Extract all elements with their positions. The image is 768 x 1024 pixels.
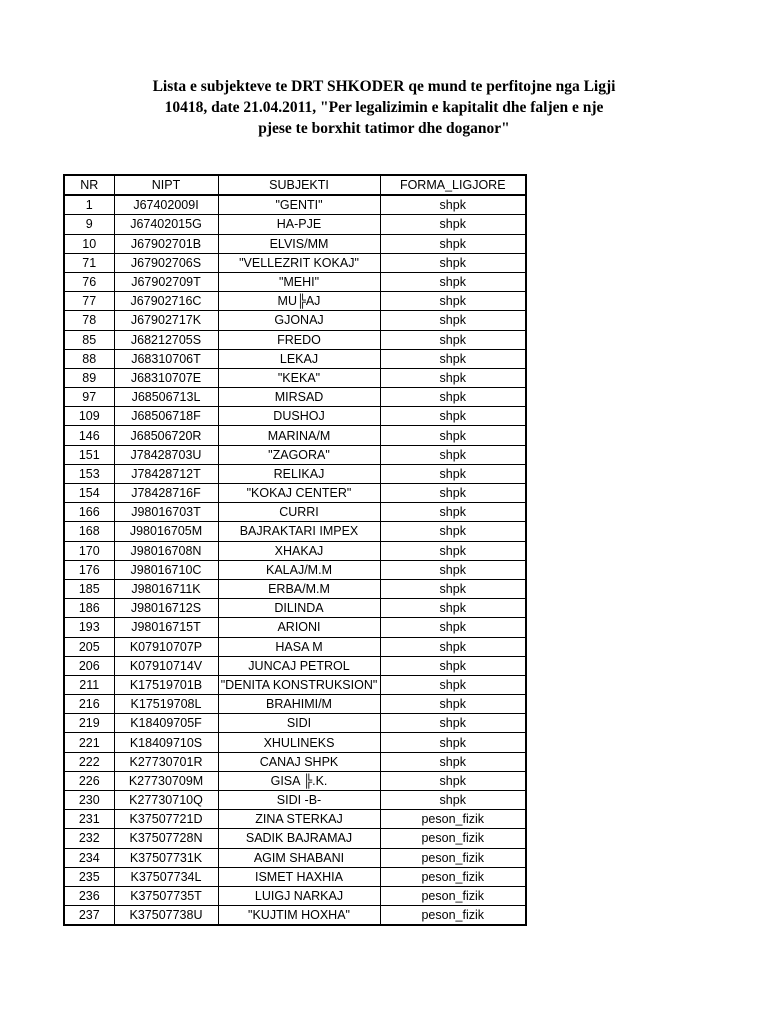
- cell-forma-ligjore: shpk: [380, 752, 526, 771]
- cell-forma-ligjore: shpk: [380, 292, 526, 311]
- cell-nipt: K18409705F: [114, 714, 218, 733]
- cell-nipt: J67902706S: [114, 253, 218, 272]
- cell-forma-ligjore: shpk: [380, 771, 526, 790]
- cell-subjekti: "KEKA": [218, 368, 380, 387]
- table-row: [64, 330, 526, 349]
- cell-nr: 234: [64, 848, 114, 867]
- cell-nipt: J98016708N: [114, 541, 218, 560]
- cell-nr: 231: [64, 810, 114, 829]
- cell-subjekti: "KOKAJ CENTER": [218, 484, 380, 503]
- table-row: [64, 579, 526, 598]
- table-row: [64, 272, 526, 291]
- table-row: [64, 733, 526, 752]
- table-row: [64, 195, 526, 215]
- cell-subjekti: "ZAGORA": [218, 445, 380, 464]
- cell-nipt: J68506720R: [114, 426, 218, 445]
- cell-forma-ligjore: shpk: [380, 234, 526, 253]
- cell-nipt: J68506713L: [114, 388, 218, 407]
- cell-subjekti: ERBA/M.M: [218, 579, 380, 598]
- cell-nr: 230: [64, 791, 114, 810]
- cell-nipt: K18409710S: [114, 733, 218, 752]
- cell-subjekti: RELIKAJ: [218, 464, 380, 483]
- cell-nipt: J67902701B: [114, 234, 218, 253]
- cell-nr: 89: [64, 368, 114, 387]
- cell-nr: 154: [64, 484, 114, 503]
- cell-forma-ligjore: shpk: [380, 253, 526, 272]
- cell-subjekti: JUNCAJ PETROL: [218, 656, 380, 675]
- cell-subjekti: DUSHOJ: [218, 407, 380, 426]
- cell-subjekti: ARIONI: [218, 618, 380, 637]
- cell-forma-ligjore: shpk: [380, 330, 526, 349]
- cell-nr: 9: [64, 215, 114, 234]
- cell-forma-ligjore: shpk: [380, 695, 526, 714]
- cell-nipt: J98016712S: [114, 599, 218, 618]
- table-row: [64, 791, 526, 810]
- cell-forma-ligjore: shpk: [380, 560, 526, 579]
- cell-subjekti: KALAJ/M.M: [218, 560, 380, 579]
- cell-forma-ligjore: shpk: [380, 195, 526, 215]
- cell-nr: 237: [64, 906, 114, 926]
- table-row: [64, 368, 526, 387]
- table-row: [64, 675, 526, 694]
- cell-subjekti: MARINA/M: [218, 426, 380, 445]
- cell-forma-ligjore: shpk: [380, 407, 526, 426]
- cell-subjekti: LUIGJ NARKAJ: [218, 886, 380, 905]
- cell-nipt: J98016703T: [114, 503, 218, 522]
- cell-forma-ligjore: shpk: [380, 637, 526, 656]
- cell-nr: 88: [64, 349, 114, 368]
- cell-nr: 222: [64, 752, 114, 771]
- cell-nipt: J78428703U: [114, 445, 218, 464]
- header-nipt: NIPT: [114, 175, 218, 195]
- cell-nr: 71: [64, 253, 114, 272]
- cell-nipt: K37507721D: [114, 810, 218, 829]
- cell-nipt: K17519708L: [114, 695, 218, 714]
- cell-nr: 77: [64, 292, 114, 311]
- cell-forma-ligjore: shpk: [380, 464, 526, 483]
- cell-nipt: J68310707E: [114, 368, 218, 387]
- cell-forma-ligjore: shpk: [380, 445, 526, 464]
- cell-nr: 232: [64, 829, 114, 848]
- cell-nr: 186: [64, 599, 114, 618]
- cell-nipt: K37507731K: [114, 848, 218, 867]
- cell-forma-ligjore: peson_fizik: [380, 810, 526, 829]
- cell-subjekti: BAJRAKTARI IMPEX: [218, 522, 380, 541]
- cell-nipt: J98016711K: [114, 579, 218, 598]
- cell-nr: 166: [64, 503, 114, 522]
- cell-nr: 206: [64, 656, 114, 675]
- cell-forma-ligjore: shpk: [380, 714, 526, 733]
- table-row: [64, 292, 526, 311]
- cell-nipt: J68506718F: [114, 407, 218, 426]
- cell-forma-ligjore: shpk: [380, 368, 526, 387]
- cell-nr: 146: [64, 426, 114, 445]
- table-row: [64, 234, 526, 253]
- cell-nr: 85: [64, 330, 114, 349]
- cell-forma-ligjore: shpk: [380, 541, 526, 560]
- cell-forma-ligjore: shpk: [380, 388, 526, 407]
- header-row: [64, 175, 526, 195]
- cell-nipt: J68212705S: [114, 330, 218, 349]
- title-line-2: 10418, date 21.04.2011, "Per legalizimin e kapitalit dhe faljen e nje: [164, 99, 604, 116]
- cell-nipt: J68310706T: [114, 349, 218, 368]
- cell-nipt: K37507738U: [114, 906, 218, 926]
- table-row: [64, 426, 526, 445]
- title-line-3: pjese te borxhit tatimor dhe doganor": [258, 120, 510, 137]
- table-row: [64, 714, 526, 733]
- table-row: [64, 541, 526, 560]
- cell-nr: 219: [64, 714, 114, 733]
- table-row: [64, 445, 526, 464]
- cell-nipt: J98016710C: [114, 560, 218, 579]
- cell-forma-ligjore: shpk: [380, 599, 526, 618]
- cell-subjekti: CURRI: [218, 503, 380, 522]
- subjects-table: [63, 174, 527, 926]
- header-subjekti: SUBJEKTI: [218, 175, 380, 195]
- cell-forma-ligjore: shpk: [380, 522, 526, 541]
- table-row: [64, 560, 526, 579]
- cell-nipt: J78428716F: [114, 484, 218, 503]
- title-line-1: Lista e subjekteve te DRT SHKODER qe mund te perfitojne nga Ligji: [152, 78, 616, 95]
- cell-forma-ligjore: shpk: [380, 733, 526, 752]
- table-row: [64, 407, 526, 426]
- cell-forma-ligjore: peson_fizik: [380, 906, 526, 926]
- cell-nr: 205: [64, 637, 114, 656]
- cell-subjekti: "KUJTIM HOXHA": [218, 906, 380, 926]
- cell-subjekti: FREDO: [218, 330, 380, 349]
- table-row: [64, 695, 526, 714]
- cell-forma-ligjore: peson_fizik: [380, 867, 526, 886]
- table-row: [64, 215, 526, 234]
- cell-forma-ligjore: shpk: [380, 656, 526, 675]
- cell-forma-ligjore: peson_fizik: [380, 886, 526, 905]
- cell-nipt: K07910714V: [114, 656, 218, 675]
- cell-forma-ligjore: shpk: [380, 579, 526, 598]
- document-title: [40, 76, 728, 139]
- cell-subjekti: "DENITA KONSTRUKSION": [218, 675, 380, 694]
- cell-forma-ligjore: shpk: [380, 503, 526, 522]
- table-row: [64, 906, 526, 926]
- cell-nr: 185: [64, 579, 114, 598]
- table-row: [64, 752, 526, 771]
- table-row: [64, 311, 526, 330]
- table-row: [64, 848, 526, 867]
- cell-subjekti: GISA ╠.K.: [218, 771, 380, 790]
- cell-subjekti: ZINA STERKAJ: [218, 810, 380, 829]
- table-row: [64, 522, 526, 541]
- cell-nr: 211: [64, 675, 114, 694]
- cell-subjekti: ELVIS/MM: [218, 234, 380, 253]
- cell-forma-ligjore: shpk: [380, 791, 526, 810]
- header-nr: NR: [64, 175, 114, 195]
- table-row: [64, 637, 526, 656]
- cell-forma-ligjore: shpk: [380, 484, 526, 503]
- table-row: [64, 503, 526, 522]
- cell-subjekti: ISMET HAXHIA: [218, 867, 380, 886]
- table-row: [64, 618, 526, 637]
- cell-nipt: K17519701B: [114, 675, 218, 694]
- cell-nr: 153: [64, 464, 114, 483]
- table-row: [64, 388, 526, 407]
- cell-forma-ligjore: shpk: [380, 618, 526, 637]
- cell-subjekti: MU╠AJ: [218, 292, 380, 311]
- cell-subjekti: BRAHIMI/M: [218, 695, 380, 714]
- cell-subjekti: SADIK BAJRAMAJ: [218, 829, 380, 848]
- cell-nipt: K37507734L: [114, 867, 218, 886]
- cell-nr: 109: [64, 407, 114, 426]
- table-row: [64, 867, 526, 886]
- cell-nipt: J67902717K: [114, 311, 218, 330]
- cell-nr: 221: [64, 733, 114, 752]
- cell-nipt: K37507728N: [114, 829, 218, 848]
- cell-nipt: J98016715T: [114, 618, 218, 637]
- table-row: [64, 464, 526, 483]
- cell-nipt: K37507735T: [114, 886, 218, 905]
- table-row: [64, 656, 526, 675]
- cell-forma-ligjore: shpk: [380, 215, 526, 234]
- cell-forma-ligjore: peson_fizik: [380, 848, 526, 867]
- cell-subjekti: AGIM SHABANI: [218, 848, 380, 867]
- cell-forma-ligjore: shpk: [380, 675, 526, 694]
- cell-subjekti: "MEHI": [218, 272, 380, 291]
- cell-subjekti: "VELLEZRIT KOKAJ": [218, 253, 380, 272]
- cell-nr: 168: [64, 522, 114, 541]
- table-body: [64, 195, 526, 925]
- cell-subjekti: SIDI: [218, 714, 380, 733]
- cell-subjekti: LEKAJ: [218, 349, 380, 368]
- cell-nipt: J67402015G: [114, 215, 218, 234]
- cell-nr: 151: [64, 445, 114, 464]
- table-row: [64, 886, 526, 905]
- cell-nr: 236: [64, 886, 114, 905]
- table-row: [64, 253, 526, 272]
- cell-subjekti: HASA M: [218, 637, 380, 656]
- table-row: [64, 771, 526, 790]
- cell-nipt: K27730710Q: [114, 791, 218, 810]
- cell-nipt: K27730709M: [114, 771, 218, 790]
- cell-nipt: J98016705M: [114, 522, 218, 541]
- cell-nipt: J67902716C: [114, 292, 218, 311]
- cell-subjekti: "GENTI": [218, 195, 380, 215]
- cell-nipt: K27730701R: [114, 752, 218, 771]
- cell-nr: 176: [64, 560, 114, 579]
- cell-nipt: K07910707P: [114, 637, 218, 656]
- cell-subjekti: SIDI -B-: [218, 791, 380, 810]
- header-forma-ligjore: FORMA_LIGJORE: [380, 175, 526, 195]
- cell-forma-ligjore: shpk: [380, 311, 526, 330]
- cell-nr: 216: [64, 695, 114, 714]
- cell-subjekti: CANAJ SHPK: [218, 752, 380, 771]
- cell-nr: 78: [64, 311, 114, 330]
- table-header: [64, 175, 526, 195]
- table-row: [64, 599, 526, 618]
- cell-subjekti: HA-PJE: [218, 215, 380, 234]
- cell-subjekti: MIRSAD: [218, 388, 380, 407]
- cell-forma-ligjore: shpk: [380, 426, 526, 445]
- cell-nipt: J78428712T: [114, 464, 218, 483]
- cell-forma-ligjore: shpk: [380, 272, 526, 291]
- cell-nr: 170: [64, 541, 114, 560]
- cell-nr: 226: [64, 771, 114, 790]
- cell-nr: 76: [64, 272, 114, 291]
- cell-subjekti: XHULINEKS: [218, 733, 380, 752]
- cell-subjekti: GJONAJ: [218, 311, 380, 330]
- cell-nr: 1: [64, 195, 114, 215]
- cell-subjekti: XHAKAJ: [218, 541, 380, 560]
- table-row: [64, 484, 526, 503]
- cell-nr: 10: [64, 234, 114, 253]
- table-row: [64, 829, 526, 848]
- cell-nr: 235: [64, 867, 114, 886]
- cell-nr: 193: [64, 618, 114, 637]
- table-row: [64, 810, 526, 829]
- cell-forma-ligjore: shpk: [380, 349, 526, 368]
- cell-nr: 97: [64, 388, 114, 407]
- table-row: [64, 349, 526, 368]
- cell-subjekti: DILINDA: [218, 599, 380, 618]
- cell-nipt: J67402009I: [114, 195, 218, 215]
- cell-nipt: J67902709T: [114, 272, 218, 291]
- cell-forma-ligjore: peson_fizik: [380, 829, 526, 848]
